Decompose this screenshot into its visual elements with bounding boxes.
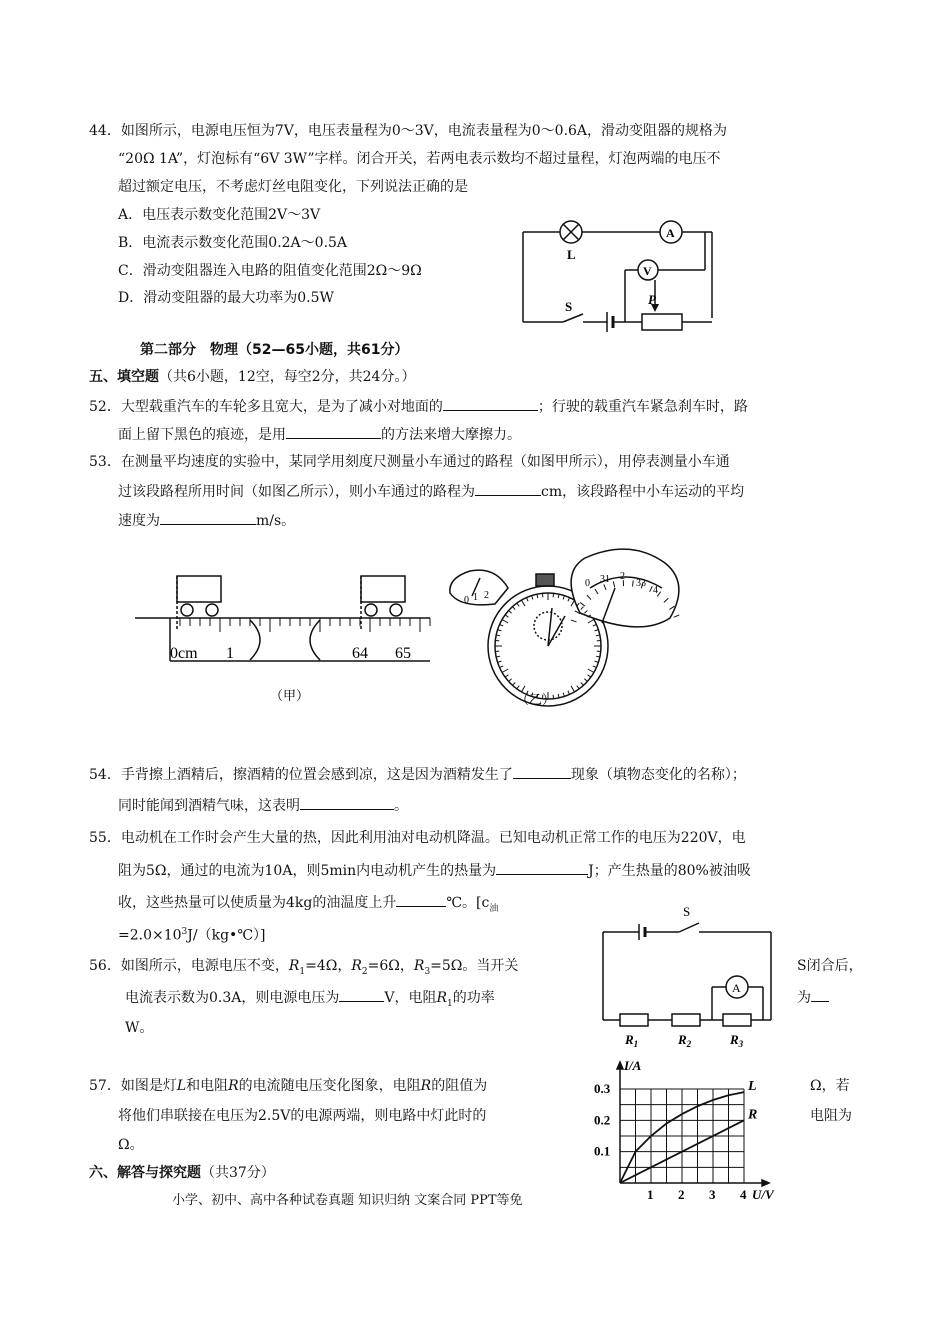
q56-line3: W。 — [125, 1020, 154, 1036]
watch-tick — [502, 669, 508, 673]
footer-text: 小学、初中、高中各种试卷真题 知识归纳 文案合同 PPT等免 — [172, 1193, 523, 1208]
q52-text-a: 52．大型载重汽车的车轮多且宽大，是为了减小对地面的 — [89, 399, 443, 415]
q56-r1-sub-2: 1 — [447, 998, 453, 1009]
y-axis-label: I/A — [624, 1058, 642, 1073]
q56-r2-var: R — [351, 958, 362, 974]
ruler-figure — [130, 570, 440, 710]
section5-title: 五、填空题 — [89, 369, 159, 385]
q57-line2-end: 电阻为 — [810, 1108, 852, 1124]
q55-line3 — [118, 892, 498, 919]
watch-tick — [522, 686, 526, 692]
stopwatch-figure — [440, 538, 700, 718]
q52-line1 — [89, 396, 748, 417]
watch-tick — [498, 661, 502, 662]
watch-tick — [577, 686, 579, 689]
watch-tick — [588, 620, 594, 624]
q56-switch-label: S — [683, 904, 691, 919]
q56-blank-1[interactable] — [339, 987, 384, 1002]
watch-tick — [513, 682, 516, 685]
watch-tick — [581, 682, 584, 685]
q56-r1-label: $R_1$ — [625, 1032, 639, 1049]
q55-text-c: 收，这些热量可以使质量为4kg的油温度上升 — [118, 895, 397, 911]
section6-heading — [89, 1163, 275, 1183]
section5-note: （共6小题，12空，每空2分，共24分。） — [159, 369, 416, 385]
q56-text-e: 电流表示数为0.3A，则电源电压为 — [125, 990, 340, 1006]
q44-line1: 44．如图所示，电源电压恒为7V，电压表量程为0～3V，电流表量程为0～0.6A，滑动变阻器的规格为 — [89, 123, 728, 139]
q54-text-b: 现象（填物态变化的名称）； — [570, 767, 746, 783]
q55-line1: 55．电动机在工作时会产生大量的热，因此利用油对电动机降温。已知电动机正常工作的电压为220V，电 — [89, 830, 746, 846]
q54-blank-1[interactable] — [513, 764, 571, 779]
iu-chart — [585, 1058, 785, 1208]
watch-tick — [593, 624, 597, 626]
x-tick-label: 3 — [709, 1187, 716, 1202]
watch-tick — [500, 624, 504, 626]
q53-text-b: cm，该段路程中小车运动的平均 — [541, 484, 745, 500]
q53-line2 — [118, 481, 744, 502]
q55-text-a: 阻为5Ω，通过的电流为10A，则5min内电动机产生的热量为 — [118, 863, 497, 879]
watch-zoom-tick — [571, 620, 577, 622]
stopwatch-caption: （乙） — [516, 692, 556, 707]
q56-text-f: V，电阻 — [384, 990, 437, 1006]
section6-title: 六、解答与探究题 — [89, 1165, 201, 1181]
switch-label: S — [565, 299, 573, 314]
watch-tick — [502, 620, 508, 624]
x-tick-label: 1 — [647, 1187, 654, 1202]
watch-big-0: 0 — [585, 578, 590, 589]
q56-r3-var: R — [413, 958, 425, 974]
q57-var-l: L — [176, 1078, 187, 1094]
q44-line2: “20Ω 1A”，灯泡标有“6V 3W”字样。闭合开关，若两电表示数均不超过量程，灯泡两端的电压不 — [118, 151, 721, 167]
watch-small-0: 0 — [464, 595, 469, 606]
q54-text-d: 。 — [394, 798, 408, 814]
watch-tick — [505, 615, 508, 617]
watch-tick — [517, 603, 519, 606]
x-tick-label: 2 — [678, 1187, 685, 1202]
slider-label: P — [648, 292, 656, 307]
ruler-caption: （甲） — [270, 688, 310, 703]
lamp-label: L — [567, 247, 576, 262]
watch-tick — [563, 596, 564, 600]
q56-r3-label: $R_3$ — [730, 1032, 744, 1049]
watch-small-2: 2 — [484, 590, 489, 601]
q56-line2-end — [797, 987, 829, 1008]
watch-tick — [571, 600, 575, 606]
watch-tick — [588, 675, 591, 677]
y-tick-label: 0.1 — [594, 1143, 611, 1159]
watch-tick — [595, 661, 599, 662]
q56-ammeter-label: A — [732, 981, 741, 995]
q57-line1-end: Ω，若 — [810, 1078, 850, 1094]
y-tick-label: 0.2 — [594, 1112, 611, 1128]
series-label-R: R — [748, 1107, 758, 1123]
watch-big-4: 4 — [653, 585, 658, 596]
q54-line1 — [89, 764, 746, 785]
q57-var-r-2: R — [420, 1078, 432, 1094]
q56-r1-var-2: R — [436, 990, 448, 1006]
q53-text-a: 过该段路程所用时间（如图乙所示），则小车通过的路程为 — [118, 484, 475, 500]
q56-line2 — [125, 987, 495, 1014]
part2-title: 第二部分 物理（52—65小题，共61分） — [140, 342, 409, 358]
q56-r2-label: $R_2$ — [678, 1032, 692, 1049]
q53-blank-1[interactable] — [475, 481, 541, 496]
q57-var-r: R — [228, 1078, 239, 1094]
q44-option-b: B．电流表示数变化范围0.2A～0.5A — [118, 235, 348, 251]
q55-text-f: J/（kg•℃）] — [187, 927, 266, 944]
q56-line1-end: S闭合后， — [797, 958, 863, 974]
q56-r1-var: R — [288, 958, 300, 974]
q56-text-d: =5Ω。当开关 — [430, 958, 519, 974]
q52-text-b: ；行驶的载重汽车紧急刹车时，路 — [537, 399, 748, 415]
q57-line1 — [89, 1076, 487, 1096]
q57-line2: 将他们串联接在电压为2.5V的电源两端，则电路中灯此时的 — [118, 1108, 487, 1124]
x-axis-arrow — [762, 1180, 769, 1186]
q57-text-d: 的阻值为 — [431, 1078, 488, 1094]
q57-text-c: 的电流随电压变化图象，电阻 — [238, 1078, 421, 1094]
watch-small-1: 1 — [473, 592, 478, 603]
watch-tick — [509, 679, 512, 682]
q55-line4 — [118, 922, 265, 946]
q44-circuit-diagram — [515, 218, 715, 338]
q44-option-d: D．滑动变阻器的最大功率为0.5W — [118, 290, 334, 306]
q55-sup-3: 3 — [181, 927, 188, 937]
q52-blank-1[interactable] — [443, 396, 538, 411]
q57-line3: Ω。 — [118, 1137, 144, 1153]
q52-text-c: 面上留下黑色的痕迹，是用 — [118, 427, 286, 443]
y-axis-arrow — [617, 1062, 623, 1069]
watch-tick — [498, 630, 502, 631]
watch-tick — [568, 598, 570, 602]
watch-tick — [595, 630, 599, 631]
q54-text-c: 同时能闻到酒精气味，这表明 — [118, 798, 300, 814]
q56-text-c: =6Ω， — [367, 958, 414, 974]
q55-text-e: =2.0×10 — [118, 927, 182, 944]
q53-blank-2[interactable] — [160, 510, 256, 525]
q57-text-a: 57．如图是灯 — [89, 1078, 177, 1094]
watch-tick — [568, 691, 570, 695]
q55-text-d: ℃。[c — [446, 895, 490, 911]
q56-r1-sub: 1 — [299, 966, 306, 977]
watch-tick — [532, 596, 533, 600]
watch-tick — [500, 666, 504, 668]
q57-text-b: 和电阻 — [186, 1078, 229, 1094]
watch-tick — [593, 666, 597, 668]
watch-tick — [526, 598, 528, 602]
q54-blank-2[interactable] — [300, 795, 394, 810]
q56-text-a: 56．如图所示，电源电压不变， — [89, 958, 289, 974]
ruler-label-1: 1 — [226, 645, 234, 662]
ruler-label-64: 64 — [352, 645, 368, 662]
q44-option-c: C．滑动变阻器连入电路的阻值变化范围2Ω～9Ω — [118, 263, 422, 279]
watch-zoom-tick — [674, 615, 680, 617]
watch-tick — [505, 675, 508, 677]
watch-big-33: 33 — [636, 578, 646, 589]
q56-r2-sub: 2 — [361, 966, 368, 977]
watch-big-2: 2 — [620, 571, 625, 582]
q56-circuit-diagram — [595, 900, 780, 1050]
q52-blank-2[interactable] — [286, 424, 381, 439]
q55-line2 — [118, 860, 751, 881]
ruler-label-65: 65 — [395, 645, 411, 662]
q44-line3: 超过额定电压，不考虑灯丝电阻变化，下列说法正确的是 — [118, 179, 468, 195]
q52-text-d: 的方法来增大摩擦力。 — [381, 427, 521, 443]
q56-text-b: =4Ω， — [305, 958, 352, 974]
section5-heading — [89, 367, 415, 387]
q44-option-a: A．电压表示数变化范围2V～3V — [118, 207, 321, 223]
watch-tick — [584, 679, 587, 682]
watch-tick — [522, 600, 526, 606]
q56-text-g: 的功率 — [452, 990, 495, 1006]
q55-sub-oil: 油 — [489, 903, 499, 914]
watch-big-31: 31 — [600, 574, 610, 585]
series-label-L: L — [748, 1079, 757, 1095]
q53-text-d: m/s。 — [256, 513, 296, 529]
q54-text-a: 54．手背擦上酒精后，擦酒精的位置会感到凉，这是因为酒精发生了 — [89, 767, 513, 783]
watch-tick — [513, 607, 516, 610]
y-tick-label: 0.3 — [594, 1081, 611, 1096]
q53-text-c: 速度为 — [118, 513, 160, 529]
ruler-label-0cm: 0cm — [170, 645, 198, 662]
q55-blank-1[interactable] — [496, 860, 588, 875]
q54-line2 — [118, 795, 408, 816]
q55-text-b: J；产生热量的80%被油吸 — [588, 863, 751, 879]
ammeter-label: A — [666, 226, 675, 240]
q56-blank-2[interactable] — [811, 987, 829, 1002]
q56-r3-sub: 3 — [424, 966, 431, 977]
x-axis-label: U/V — [752, 1187, 774, 1202]
watch-tick — [588, 669, 594, 673]
section6-note: （共37分） — [201, 1165, 275, 1181]
watch-tick — [571, 686, 575, 692]
voltmeter-label: V — [643, 264, 652, 278]
q56-line1 — [89, 956, 518, 982]
q53-line3 — [118, 510, 295, 531]
watch-tick — [517, 686, 519, 689]
q52-line2 — [118, 424, 521, 445]
x-tick-label: 4 — [740, 1187, 747, 1202]
q56-text-h: 为 — [797, 990, 811, 1006]
watch-tick — [509, 611, 512, 614]
q53-line1: 53．在测量平均速度的实验中，某同学用刻度尺测量小车通过的路程（如图甲所示），用停表测量小车通 — [89, 454, 730, 470]
watch-tick — [563, 693, 564, 697]
q55-blank-2[interactable] — [396, 892, 446, 907]
